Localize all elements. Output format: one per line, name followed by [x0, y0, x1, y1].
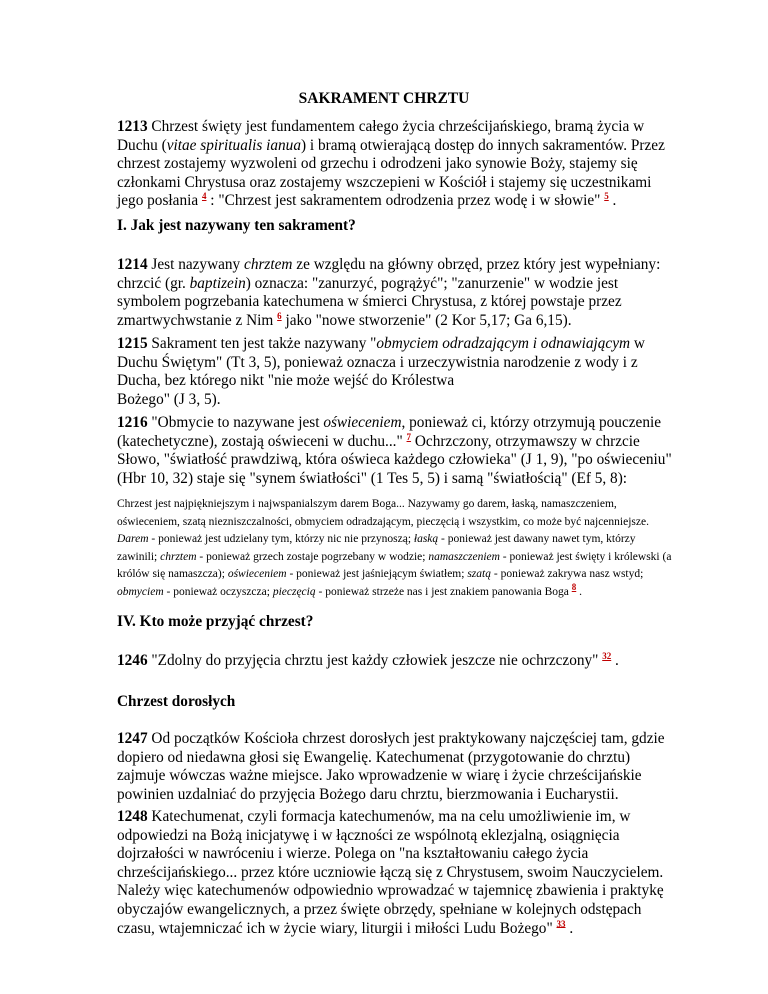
latin-term: vitae spiritualis ianua	[166, 136, 301, 154]
paragraph-1216	[117, 414, 677, 488]
italic-term: chrztem	[160, 550, 197, 563]
paragraph-text: Chrzest święty jest fundamentem całego życia chrześcijańskiego, bramą życia w Duchu (	[117, 118, 645, 154]
paragraph-number: 1214	[117, 256, 148, 273]
paragraph-text: Od początków Kościoła chrzest dorosłych jest praktykowany najczęściej tam, gdzie dopiero od niedawna głosi się Ewangelię. Katechumenat (przygotowanie do chrztu) zajmuje wówczas ważne miejsce. Jako wprowadzenie w wiarę i życie chrześcijańskie powinien uzdalniać do przyjęcia Bożego daru chrztu, bierzmowania i Eucharystii.	[117, 730, 665, 803]
paragraph-text: ) i bramą otwierającą dostęp do innych sakramentów. Przez chrzest zostajemy wyzwoleni od grzechu i odrodzeni jako synowie Boży, stajemy się członkami Chrystusa oraz zostajemy wszczepieni w Kościół i stajemy się uczestnikami jego posłania	[117, 136, 665, 210]
paragraph-1246	[117, 652, 677, 671]
quote-text: - ponieważ jest święty i królewski (a królów się namaszcza);	[117, 550, 672, 580]
paragraph-text: "Obmycie to nazywane jest	[147, 414, 324, 431]
paragraph-1247	[117, 730, 677, 804]
footnote-link-33[interactable]: 33	[556, 918, 566, 929]
paragraph-text: : "Chrzest jest sakramentem odrodzenia przez wodę i w słowie"	[206, 192, 605, 210]
paragraph-text: .	[608, 192, 617, 210]
paragraph-1213	[117, 118, 677, 211]
quote-text: - ponieważ grzech zostaje pogrzebany w wodzie;	[196, 550, 429, 563]
quote-text: - ponieważ jest dawany nawet tym, którzy zawinili;	[117, 533, 636, 563]
quote-text: - ponieważ oczyszcza;	[163, 585, 273, 598]
paragraph-text: Jest nazywany	[147, 256, 245, 273]
paragraph-text: .	[565, 919, 574, 937]
section-heading-3: Chrzest dorosłych	[117, 693, 236, 710]
italic-term: chrztem	[244, 256, 293, 273]
quote-text: - ponieważ strzeże nas i jest znakiem panowania Boga	[315, 585, 572, 598]
quote-text: - ponieważ jest udzielany tym, którzy nic nie przynoszą;	[148, 533, 414, 545]
italic-term: Darem	[117, 533, 149, 545]
paragraph-text: w Duchu Świętym" (Tt 3, 5), ponieważ oznacza i urzeczywistnia narodzenie z wody i z Ducha, bez którego nikt "nie może wejść do Królestwa	[117, 335, 645, 390]
paragraph-text: Ochrzczony, otrzymawszy w chrzcie Słowo, "światłość prawdziwą, która oświeca każdego człowieka" (J 1, 9), "po oświeceniu" (Hbr 10, 32) staje się "synem światłości" (1 Tes 5, 5) i samą "światłością" (Ef 5, 8):	[117, 432, 672, 487]
quote-text: Chrzest jest najpiękniejszym i najwspanialszym darem Boga... Nazywamy go darem, łaską, namaszczeniem, oświeceniem, szatą niezniszczalności, obmyciem odradzającym, pieczęcią i wszystkim, co może być najcenniejsze.	[117, 498, 649, 528]
footnote-link-6[interactable]: 6	[277, 310, 282, 321]
footnote-link-32[interactable]: 32	[602, 650, 612, 661]
paragraph-text: Sakrament ten jest także nazywany "	[147, 335, 377, 352]
paragraph-number: 1246	[117, 652, 148, 669]
footnote-link-8[interactable]: 8	[571, 581, 577, 592]
italic-term: obmyciem odradzającym i odnawiającym	[376, 335, 631, 352]
italic-term: pieczęcią	[272, 585, 316, 598]
paragraph-number: 1213	[117, 118, 148, 135]
paragraph-text: jako "nowe stworzenie" (2 Kor 5,17; Ga 6,15).	[281, 311, 572, 329]
greek-term: baptizein	[189, 274, 246, 292]
paragraph-1248	[117, 808, 677, 938]
italic-term: obmyciem	[117, 585, 164, 598]
section-heading-1: I. Jak jest nazywany ten sakrament?	[117, 217, 356, 234]
footnote-link-4[interactable]: 4	[201, 191, 207, 202]
paragraph-number: 1215	[117, 335, 148, 352]
quote-text: - ponieważ zakrywa nasz wstyd;	[490, 568, 644, 580]
quote-text: - ponieważ jest jaśniejącym światłem;	[286, 568, 468, 580]
paragraph-1214	[117, 256, 677, 330]
paragraph-text: "Zdolny do przyjęcia chrztu jest każdy człowiek jeszcze nie ochrzczony"	[147, 652, 603, 669]
quote-text: .	[576, 585, 582, 598]
paragraph-number: 1247	[117, 730, 148, 747]
paragraph-text: ) oznacza: "zanurzyć, pogrążyć"; "zanurzenie" w wodzie jest symbolem pogrzebania katechumena w śmierci Chrystusa, z której powstaje przez zmartwychwstanie z Nim	[117, 274, 622, 329]
paragraph-text: ze względu na główny obrzęd, przez który jest wypełniany: chrzcić (gr.	[117, 256, 661, 292]
paragraph-text: Katechumenat, czyli formacja katechumenów, ma na celu umożliwienie im, w odpowiedzi na Bożą inicjatywę i w łączności ze wspólnotą eklezjalną, osiągnięcia dojrzałości w nawróceniu i wierze. Polega on "na kształtowaniu całego życia chrześcijańskiego... przez które uczniowie łączą się z Chrystusem, swoim Nauczycielem. Należy więc katechumenów odpowiednio wprowadzać w tajemnicę zbawienia i praktykę obyczajów ewangelicznych, a przez święte obrzędy, spełniane w kolejnych odstępach czasu, wtajemniczać ich w życie wiary, liturgii i miłości Ludu Bożego"	[117, 808, 664, 937]
italic-term: szatą	[467, 568, 491, 580]
page-title: SAKRAMENT CHRZTU	[298, 90, 470, 107]
paragraph-text: , ponieważ ci, którzy otrzymują pouczenie (katechetyczne), zostają oświeceni w duchu..."	[117, 414, 662, 450]
italic-term: oświeceniem	[323, 414, 402, 431]
paragraph-text: .	[611, 652, 619, 669]
paragraph-number: 1216	[117, 414, 148, 431]
quote-block	[117, 496, 677, 601]
paragraph-1215	[117, 335, 677, 409]
footnote-link-5[interactable]: 5	[604, 191, 609, 202]
footnote-link-7[interactable]: 7	[406, 431, 412, 442]
italic-term: oświeceniem	[227, 568, 287, 580]
paragraph-text: Bożego" (J 3, 5).	[117, 390, 221, 408]
paragraph-number: 1248	[117, 808, 148, 825]
section-heading-2: IV. Kto może przyjąć chrzest?	[117, 613, 314, 630]
italic-term: namaszczeniem	[428, 550, 500, 563]
italic-term: łaską	[413, 533, 439, 545]
